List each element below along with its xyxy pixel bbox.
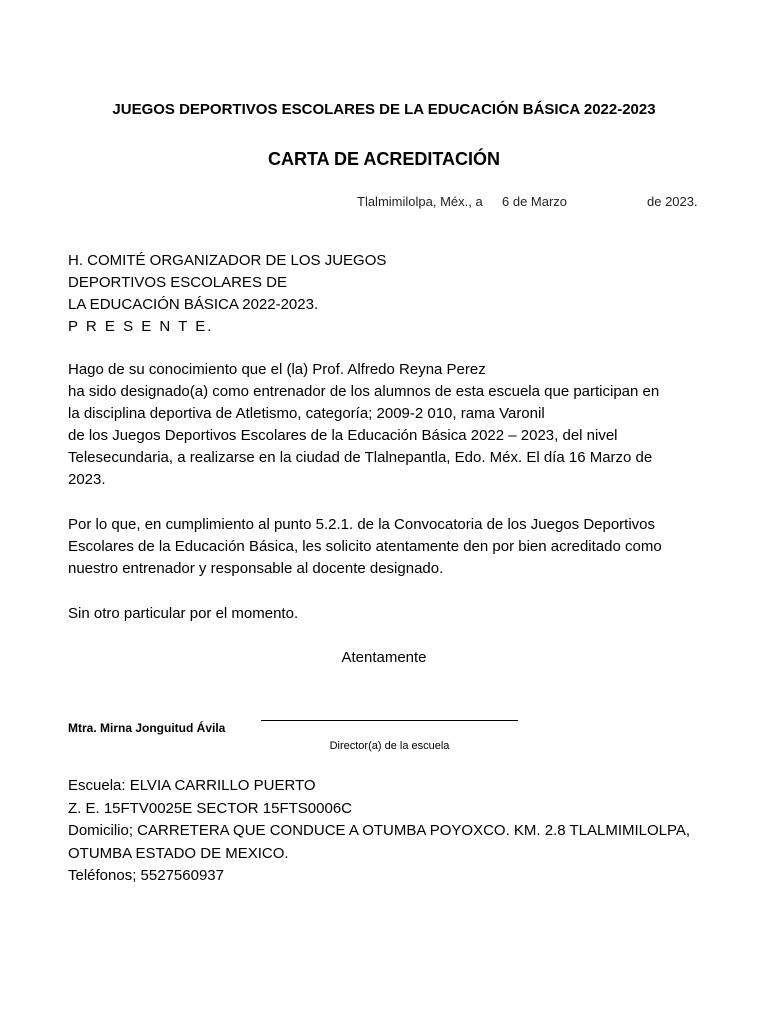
event-title: JUEGOS DEPORTIVOS ESCOLARES DE LA EDUCACIÓN BÁSICA 2022-2023 [112,101,656,118]
paragraph-line: Por lo que, en cumplimiento al punto 5.2.1. de la Convocatoria de los Juegos Deportivos [68,516,656,533]
body-paragraph-1 [68,359,708,491]
body-paragraph-2 [68,514,708,580]
addressee-line: DEPORTIVOS ESCOLARES DE [68,274,287,291]
document-title: CARTA DE ACREDITACIÓN [268,149,500,169]
addressee-line: H. COMITÉ ORGANIZADOR DE LOS JUEGOS [68,252,387,269]
school-zone: Z. E. 15FTV0025E SECTOR 15FTS0006C [68,799,353,817]
paragraph-line: Telesecundaria, a realizarse en la ciudad de Tlalnepantla, Edo. Méx. El día 16 Marzo de [68,449,653,466]
paragraph-line: Hago de su conocimiento que el (la) Prof. Alfredo Reyna Perez [68,361,486,378]
paragraph-line: Escolares de la Educación Básica, les solicito atentamente den por bien acreditado como [68,538,662,555]
school-address: Domicilio; CARRETERA QUE CONDUCE A OTUMBA POYOXCO. KM. 2.8 TLALMIMILOLPA, [68,822,691,839]
paragraph-line: Sin otro particular por el momento. [68,605,299,622]
school-address-cont: OTUMBA ESTADO DE MEXICO. [68,844,289,862]
school-phone: Teléfonos; 5527560937 [68,867,224,884]
paragraph-line: de los Juegos Deportivos Escolares de la Educación Básica 2022 – 2023, del nivel [68,427,618,444]
body-paragraph-3 [68,603,708,625]
addressee-line: LA EDUCACIÓN BÁSICA 2022-2023. [68,296,319,313]
signer-name: Mtra. Mirna Jonguitud Ávila [68,721,226,735]
date-day-month: 6 de Marzo [502,194,568,209]
paragraph-line: 2023. [68,471,106,488]
date-year: de 2023. [647,194,698,209]
paragraph-line: la disciplina deportiva de Atletismo, categoría; 2009-2 010, rama Varonil [68,405,545,422]
closing-salutation: Atentamente [341,649,427,666]
paragraph-line: ha sido designado(a) como entrenador de los alumnos de esta escuela que participan en [68,383,660,400]
school-name: Escuela: ELVIA CARRILLO PUERTO [68,777,316,794]
addressee-presente: P R E S E N T E. [68,318,214,335]
paragraph-line: nuestro entrenador y responsable al docente designado. [68,560,444,577]
place-text: Tlalmimilolpa, Méx., a [357,194,483,209]
addressee-block [68,250,386,338]
signer-role: Director(a) de la escuela [329,740,450,752]
school-info-block [68,775,690,888]
signature-line [261,720,518,721]
